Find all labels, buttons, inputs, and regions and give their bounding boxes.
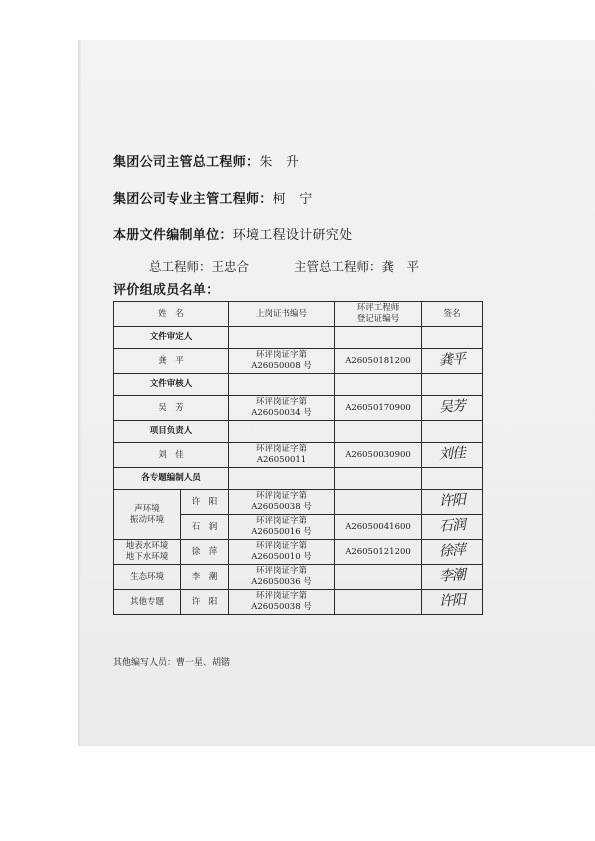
group-label: 文件审定人 (114, 327, 229, 349)
empty-cell (422, 327, 483, 349)
cert-number: 环评岗证字第 A26050016 号 (229, 515, 335, 540)
empty-cell (229, 327, 335, 349)
table-row (114, 374, 483, 396)
general-engineer-label: 总工程师： (149, 259, 212, 274)
table-row (114, 443, 483, 468)
table-row (114, 396, 483, 421)
col-header-cert: 上岗证书编号 (229, 302, 335, 327)
signature-cell (422, 540, 483, 565)
table-title: 评价组成员名单： (113, 283, 220, 298)
reg-number (335, 490, 422, 515)
person-name: 徐 萍 (181, 540, 229, 565)
compiler-line (113, 224, 352, 243)
signature-cell (422, 590, 483, 615)
group-label: 各专题编制人员 (114, 468, 229, 490)
group-label: 项目负责人 (114, 421, 229, 443)
person-name: 许 阳 (181, 490, 229, 515)
chief-engineer-name: 朱 升 (259, 155, 300, 170)
person-name: 李 潮 (181, 565, 229, 590)
empty-cell (335, 468, 422, 490)
supervisor-engineer-label: 主管总工程师： (294, 259, 382, 274)
chief-engineer-line (113, 151, 299, 170)
handwritten-signature: 许阳 (438, 591, 466, 610)
supervisor-engineer-name: 龚 平 (381, 259, 420, 274)
table-row (114, 421, 483, 443)
cert-number: 环评岗证字第 A26050008 号 (229, 349, 335, 374)
table-row (114, 327, 483, 349)
reg-number (335, 590, 422, 615)
cert-number: 环评岗证字第 A26050034 号 (229, 396, 335, 421)
empty-cell (335, 421, 422, 443)
reg-number: A26050121200 (335, 540, 422, 565)
table-row (114, 349, 483, 374)
handwritten-signature: 吴芳 (438, 397, 466, 416)
signature-cell (422, 443, 483, 468)
cert-number: 环评岗证字第 A26050038 号 (229, 590, 335, 615)
signature-cell (422, 396, 483, 421)
cert-number: 环评岗证字第 A26050038 号 (229, 490, 335, 515)
general-engineer-name: 王忠合 (211, 259, 250, 274)
person-name: 刘 佳 (114, 443, 229, 468)
person-name: 吴 芳 (114, 396, 229, 421)
table-row (114, 590, 483, 615)
footnote-other-authors: 其他编写人员：曹一星、胡锴 (113, 658, 231, 668)
table-header-row (114, 302, 483, 327)
reg-number: A26050030900 (335, 443, 422, 468)
cert-number: 环评岗证字第 A26050010 号 (229, 540, 335, 565)
general-engineer-line (149, 257, 249, 275)
col-header-name: 姓 名 (114, 302, 229, 327)
empty-cell (229, 468, 335, 490)
compiler-name: 环境工程设计研究处 (232, 228, 353, 243)
pro-chief-engineer-name: 柯 宁 (272, 192, 313, 207)
topic-label: 生态环境 (114, 565, 181, 590)
compiler-label: 本册文件编制单位： (113, 228, 233, 243)
empty-cell (229, 421, 335, 443)
reg-number: A26050181200 (335, 349, 422, 374)
staff-table (113, 301, 483, 615)
reg-number: A26050170900 (335, 396, 422, 421)
empty-cell (229, 374, 335, 396)
person-name: 龚 平 (114, 349, 229, 374)
empty-cell (335, 374, 422, 396)
reg-number (335, 565, 422, 590)
empty-cell (335, 327, 422, 349)
reg-number: A26050041600 (335, 515, 422, 540)
table-row (114, 565, 483, 590)
pro-chief-engineer-line (113, 188, 313, 207)
handwritten-signature: 李潮 (438, 566, 466, 585)
handwritten-signature: 徐萍 (438, 541, 466, 560)
supervisor-engineer-line (294, 257, 419, 275)
signature-cell (422, 515, 483, 540)
col-header-reg: 环评工程师 登记证编号 (335, 302, 422, 327)
person-name: 许 阳 (181, 590, 229, 615)
table-row (114, 468, 483, 490)
pro-chief-engineer-label: 集团公司专业主管工程师： (113, 192, 273, 207)
table-row (114, 540, 483, 565)
cert-number: 环评岗证字第 A26050011 (229, 443, 335, 468)
signature-cell (422, 349, 483, 374)
chief-engineer-label: 集团公司主管总工程师： (113, 155, 260, 170)
person-name: 石 润 (181, 515, 229, 540)
topic-label: 地表水环境 地下水环境 (114, 540, 181, 565)
col-header-signature: 签名 (422, 302, 483, 327)
topic-label: 其他专题 (114, 590, 181, 615)
scan-edge (78, 40, 81, 746)
signature-cell (422, 565, 483, 590)
topic-label: 声环境 振动环境 (114, 490, 181, 540)
signature-cell (422, 490, 483, 515)
cert-number: 环评岗证字第 A26050036 号 (229, 565, 335, 590)
empty-cell (422, 421, 483, 443)
handwritten-signature: 刘佳 (438, 444, 466, 463)
handwritten-signature: 龚平 (438, 350, 466, 369)
group-label: 文件审核人 (114, 374, 229, 396)
handwritten-signature: 许阳 (438, 491, 466, 510)
empty-cell (422, 374, 483, 396)
handwritten-signature: 石润 (438, 516, 466, 535)
empty-cell (422, 468, 483, 490)
table-row (114, 490, 483, 515)
